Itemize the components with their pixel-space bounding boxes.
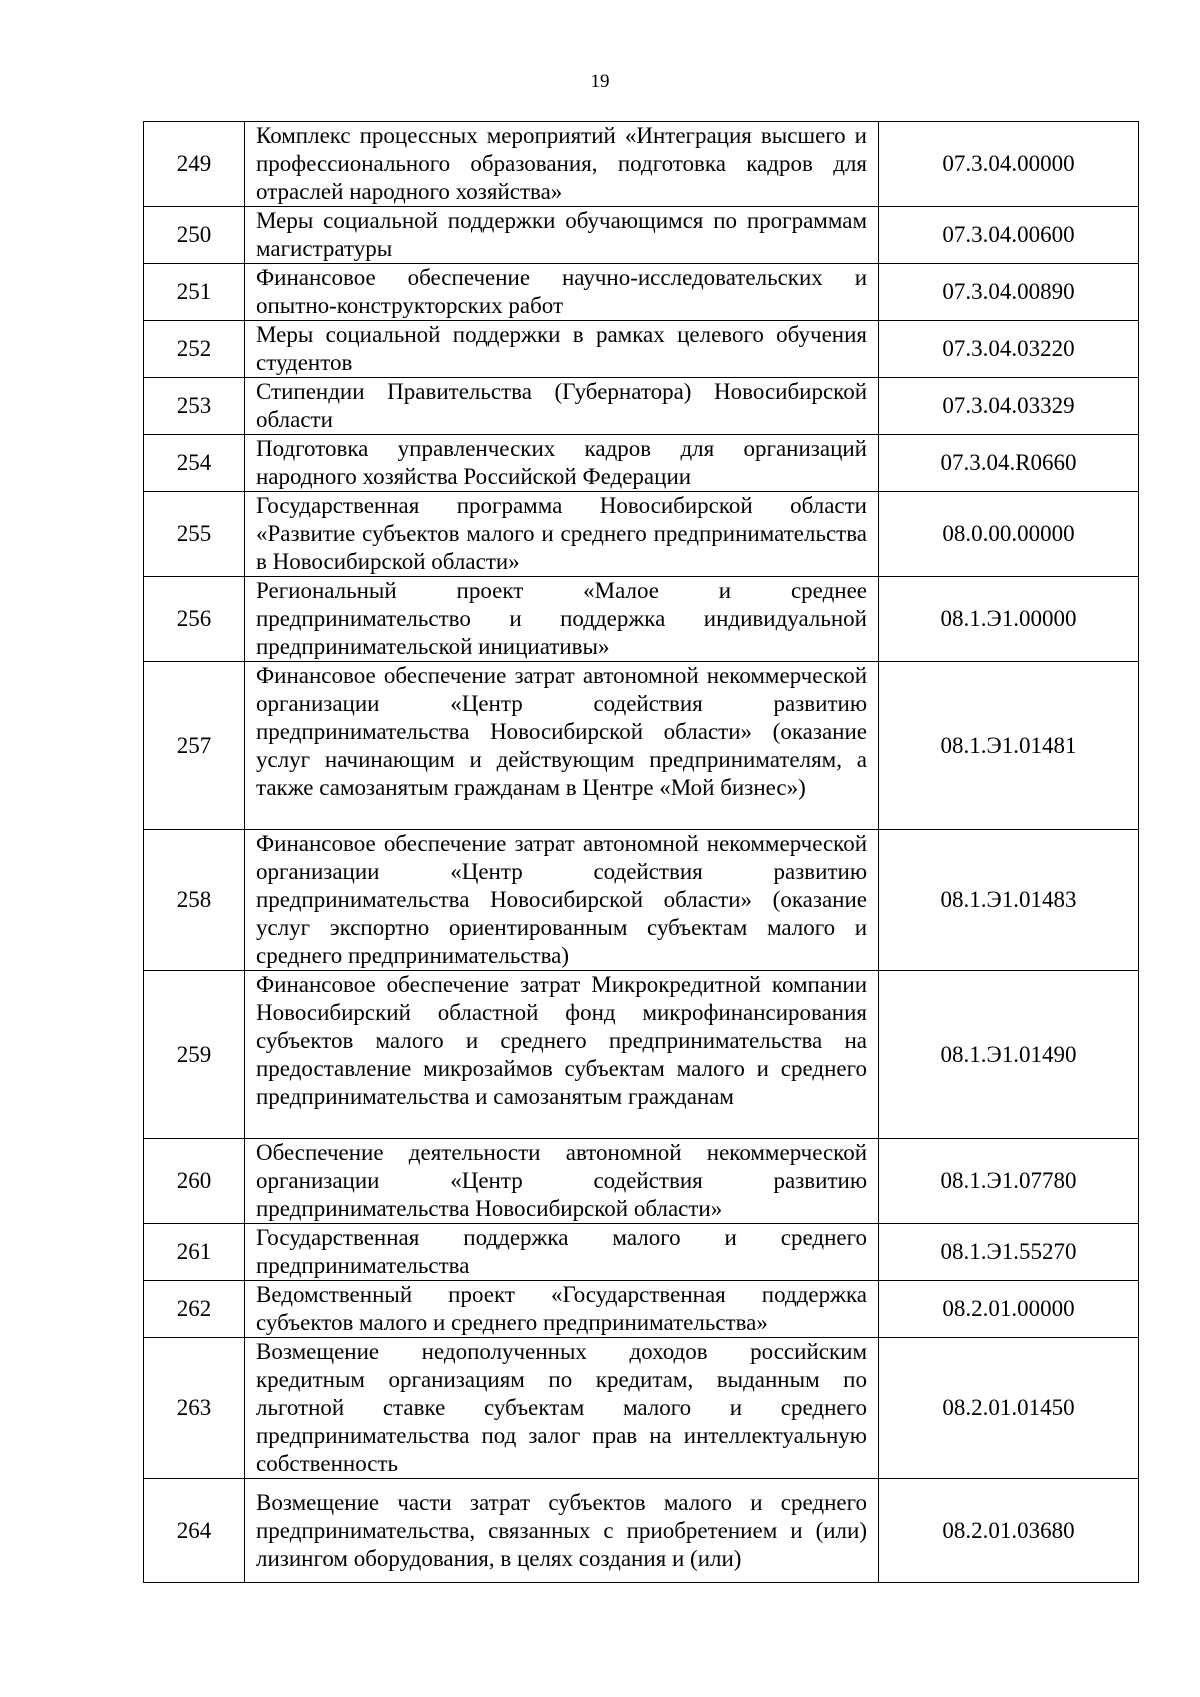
row-name: Региональный проект «Малое и среднее предпринимательство и поддержка индивидуальной предпринимательской инициативы»	[256, 578, 867, 659]
row-number: 259	[144, 971, 245, 1139]
row-name-cell	[245, 971, 879, 1139]
row-name-cell	[245, 122, 879, 207]
row-code: 07.3.04.00890	[879, 264, 1139, 321]
row-name-cell	[245, 264, 879, 321]
row-name-cell	[245, 1139, 879, 1224]
row-name: Государственная поддержка малого и среднего предпринимательства	[256, 1225, 867, 1278]
row-name-cell	[245, 1224, 879, 1281]
row-number: 255	[144, 492, 245, 577]
table-row	[144, 1139, 1139, 1224]
row-code: 07.3.04.R0660	[879, 435, 1139, 492]
row-name-cell	[245, 577, 879, 662]
table-body	[144, 122, 1139, 1583]
row-name-cell	[245, 492, 879, 577]
table-row	[144, 1281, 1139, 1338]
row-name: Возмещение части затрат субъектов малого и среднего предпринимательства, связанных с приобретением и (или) лизингом оборудования, в целях создания и (или)	[256, 1490, 867, 1571]
row-name-cell	[245, 321, 879, 378]
row-code: 08.1.Э1.01490	[879, 971, 1139, 1139]
page-number: 19	[590, 71, 610, 92]
row-code: 08.1.Э1.01483	[879, 830, 1139, 971]
row-number: 262	[144, 1281, 245, 1338]
row-name: Возмещение недополученных доходов российским кредитным организациям по кредитам, выданным по льготной ставке субъектам малого и среднего предпринимательства под залог прав на интеллектуальную собственность	[256, 1339, 867, 1476]
row-name-cell	[245, 1281, 879, 1338]
row-code: 07.3.04.00600	[879, 207, 1139, 264]
table-row	[144, 435, 1139, 492]
table-row	[144, 1338, 1139, 1479]
row-code: 08.2.01.01450	[879, 1338, 1139, 1479]
row-code: 08.1.Э1.07780	[879, 1139, 1139, 1224]
row-code: 07.3.04.03220	[879, 321, 1139, 378]
row-code: 08.1.Э1.55270	[879, 1224, 1139, 1281]
row-code: 08.1.Э1.00000	[879, 577, 1139, 662]
table-row	[144, 1224, 1139, 1281]
table-row	[144, 264, 1139, 321]
row-number: 252	[144, 321, 245, 378]
row-name: Финансовое обеспечение научно-исследовательских и опытно-конструкторских работ	[256, 265, 867, 318]
row-name: Обеспечение деятельности автономной некоммерческой организации «Центр содействия развитию предпринимательства Новосибирской области»	[256, 1140, 867, 1221]
row-number: 263	[144, 1338, 245, 1479]
row-name: Меры социальной поддержки в рамках целевого обучения студентов	[256, 322, 867, 375]
row-name-cell	[245, 662, 879, 830]
row-name: Финансовое обеспечение затрат автономной некоммерческой организации «Центр содействия развитию предпринимательства Новосибирской области» (оказание услуг экспортно ориентированным субъектам малого и среднего предпринимательства)	[256, 831, 867, 968]
row-number: 258	[144, 830, 245, 971]
row-code: 07.3.04.03329	[879, 378, 1139, 435]
row-name: Ведомственный проект «Государственная поддержка субъектов малого и среднего предпринимательства»	[256, 1282, 867, 1335]
row-code: 08.0.00.00000	[879, 492, 1139, 577]
row-name-cell	[245, 830, 879, 971]
row-number: 251	[144, 264, 245, 321]
table-row	[144, 321, 1139, 378]
row-name: Подготовка управленческих кадров для организаций народного хозяйства Российской Федерации	[256, 436, 867, 489]
row-name: Финансовое обеспечение затрат Микрокредитной компании Новосибирский областной фонд микрофинансирования субъектов малого и среднего предпринимательства на предоставление микрозаймов субъектам малого и среднего предпринимательства и самозанятым гражданам	[256, 972, 867, 1109]
row-number: 260	[144, 1139, 245, 1224]
row-number: 253	[144, 378, 245, 435]
row-code: 07.3.04.00000	[879, 122, 1139, 207]
budget-classification-table	[143, 121, 1139, 1583]
row-code: 08.2.01.00000	[879, 1281, 1139, 1338]
row-code: 08.1.Э1.01481	[879, 662, 1139, 830]
table-row	[144, 1479, 1139, 1583]
row-name: Государственная программа Новосибирской области «Развитие субъектов малого и среднего предпринимательства в Новосибирской области»	[256, 493, 867, 574]
table-row	[144, 577, 1139, 662]
row-name-cell	[245, 1338, 879, 1479]
table-row	[144, 971, 1139, 1139]
row-name: Комплекс процессных мероприятий «Интеграция высшего и профессионального образования, подготовка кадров для отраслей народного хозяйства»	[256, 123, 867, 204]
row-number: 249	[144, 122, 245, 207]
row-number: 256	[144, 577, 245, 662]
table-row	[144, 207, 1139, 264]
row-name: Меры социальной поддержки обучающимся по программам магистратуры	[256, 208, 867, 261]
row-number: 257	[144, 662, 245, 830]
row-number: 254	[144, 435, 245, 492]
row-name: Финансовое обеспечение затрат автономной некоммерческой организации «Центр содействия развитию предпринимательства Новосибирской области» (оказание услуг начинающим и действующим предпринимателям, а также самозанятым гражданам в Центре «Мой бизнес»)	[256, 663, 867, 800]
row-name-cell	[245, 1479, 879, 1583]
table-row	[144, 378, 1139, 435]
row-name-cell	[245, 207, 879, 264]
table-row	[144, 662, 1139, 830]
row-name: Стипендии Правительства (Губернатора) Новосибирской области	[256, 379, 867, 432]
row-code: 08.2.01.03680	[879, 1479, 1139, 1583]
row-number: 264	[144, 1479, 245, 1583]
table-row	[144, 830, 1139, 971]
row-number: 250	[144, 207, 245, 264]
row-name-cell	[245, 378, 879, 435]
row-number: 261	[144, 1224, 245, 1281]
table-row	[144, 122, 1139, 207]
table-row	[144, 492, 1139, 577]
row-name-cell	[245, 435, 879, 492]
